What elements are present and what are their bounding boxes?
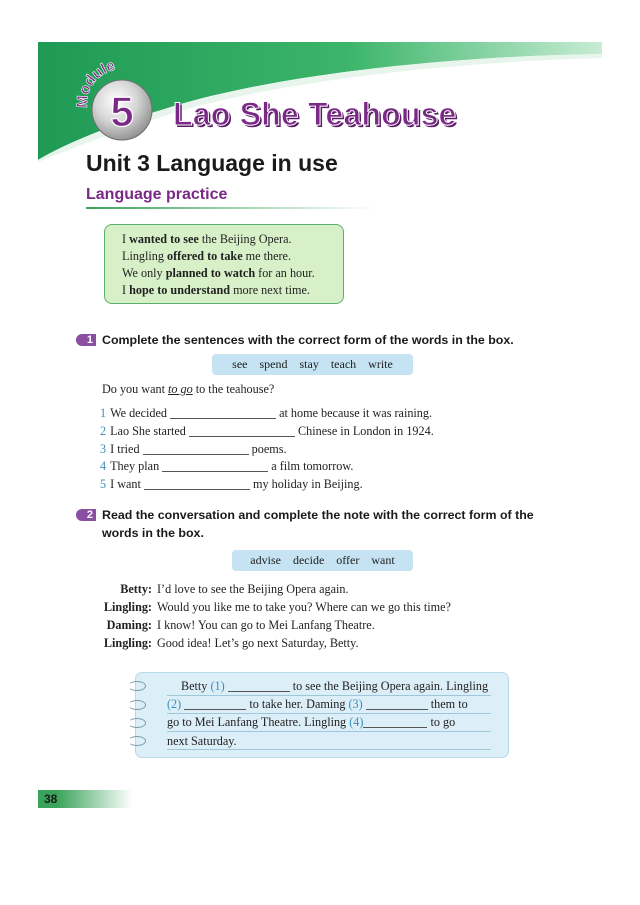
exercise-1-example: Do you want to go to the teahouse?: [102, 382, 275, 396]
dialogue-line: Lingling: Would you like me to take you? Where can we go this time?: [103, 600, 451, 614]
note-line-1: Betty (1) to see the Beijing Opera again. Lingling: [181, 679, 489, 693]
answer-blank[interactable]: [143, 443, 249, 455]
dialogue-line: Lingling: Good idea! Let’s go next Saturday, Betty.: [103, 636, 359, 650]
module-title: Lao She Teahouse: [173, 96, 457, 132]
exercise-2-instruction: 2 Read the conversation and complete the note with the correct form of the words in the box.: [76, 506, 534, 542]
module-number: 5: [110, 88, 134, 135]
note-line-3: go to Mei Lanfang Theatre. Lingling (4) to go: [167, 715, 456, 729]
answer-blank[interactable]: [170, 407, 276, 419]
binder-ring-icon: [128, 736, 146, 746]
answer-blank[interactable]: [184, 698, 246, 710]
exercise-1-item: 2 Lao She started Chinese in London in 1924.: [100, 424, 434, 438]
subtitle-underline: [86, 207, 376, 209]
answer-blank[interactable]: [228, 680, 290, 692]
section-subtitle: Language practice: [86, 186, 228, 203]
module-badge: [74, 56, 170, 152]
example-line: I wanted to see the Beijing Opera.: [122, 232, 292, 246]
example-line: I hope to understand more next time.: [122, 283, 310, 297]
exercise-1-instruction: 1 Complete the sentences with the correct form of the words in the box.: [76, 331, 514, 349]
dialogue-line: Betty: I’d love to see the Beijing Opera again.: [120, 582, 349, 596]
note-line-2: (2) to take her. Daming (3) them to: [167, 697, 468, 711]
exercise-1-word-box: see spend stay teach write: [212, 354, 413, 375]
answer-blank[interactable]: [162, 460, 268, 472]
note-line-4: next Saturday.: [167, 734, 237, 748]
module-word: Module: [74, 56, 117, 109]
binder-ring-icon: [128, 718, 146, 728]
grammar-example-box: [104, 224, 344, 304]
page-number: 38: [38, 790, 132, 808]
exercise-number: 1: [76, 334, 96, 346]
answer-blank[interactable]: [363, 716, 427, 728]
unit-title: Unit 3 Language in use: [86, 150, 338, 176]
example-line: Lingling offered to take me there.: [122, 249, 292, 263]
example-line: We only planned to watch for an hour.: [122, 266, 315, 280]
exercise-2-word-box: advise decide offer want: [232, 550, 413, 571]
note-rule: [167, 749, 491, 750]
exercise-number: 2: [76, 509, 96, 521]
answer-blank[interactable]: [189, 425, 295, 437]
note-rule: [167, 731, 491, 732]
dialogue-line: Daming: I know! You can go to Mei Lanfang Theatre.: [106, 618, 375, 632]
note-rule: [167, 713, 491, 714]
binder-ring-icon: [128, 700, 146, 710]
exercise-1-item: 5 I want my holiday in Beijing.: [100, 477, 363, 491]
exercise-1-item: 3 I tried poems.: [100, 442, 287, 456]
answer-blank[interactable]: [366, 698, 428, 710]
exercise-1-item: 1 We decided at home because it was raining.: [100, 406, 433, 420]
binder-ring-icon: [128, 681, 146, 691]
note-rule: [167, 695, 491, 696]
exercise-1-item: 4 They plan a film tomorrow.: [100, 459, 354, 473]
answer-blank[interactable]: [144, 478, 250, 490]
